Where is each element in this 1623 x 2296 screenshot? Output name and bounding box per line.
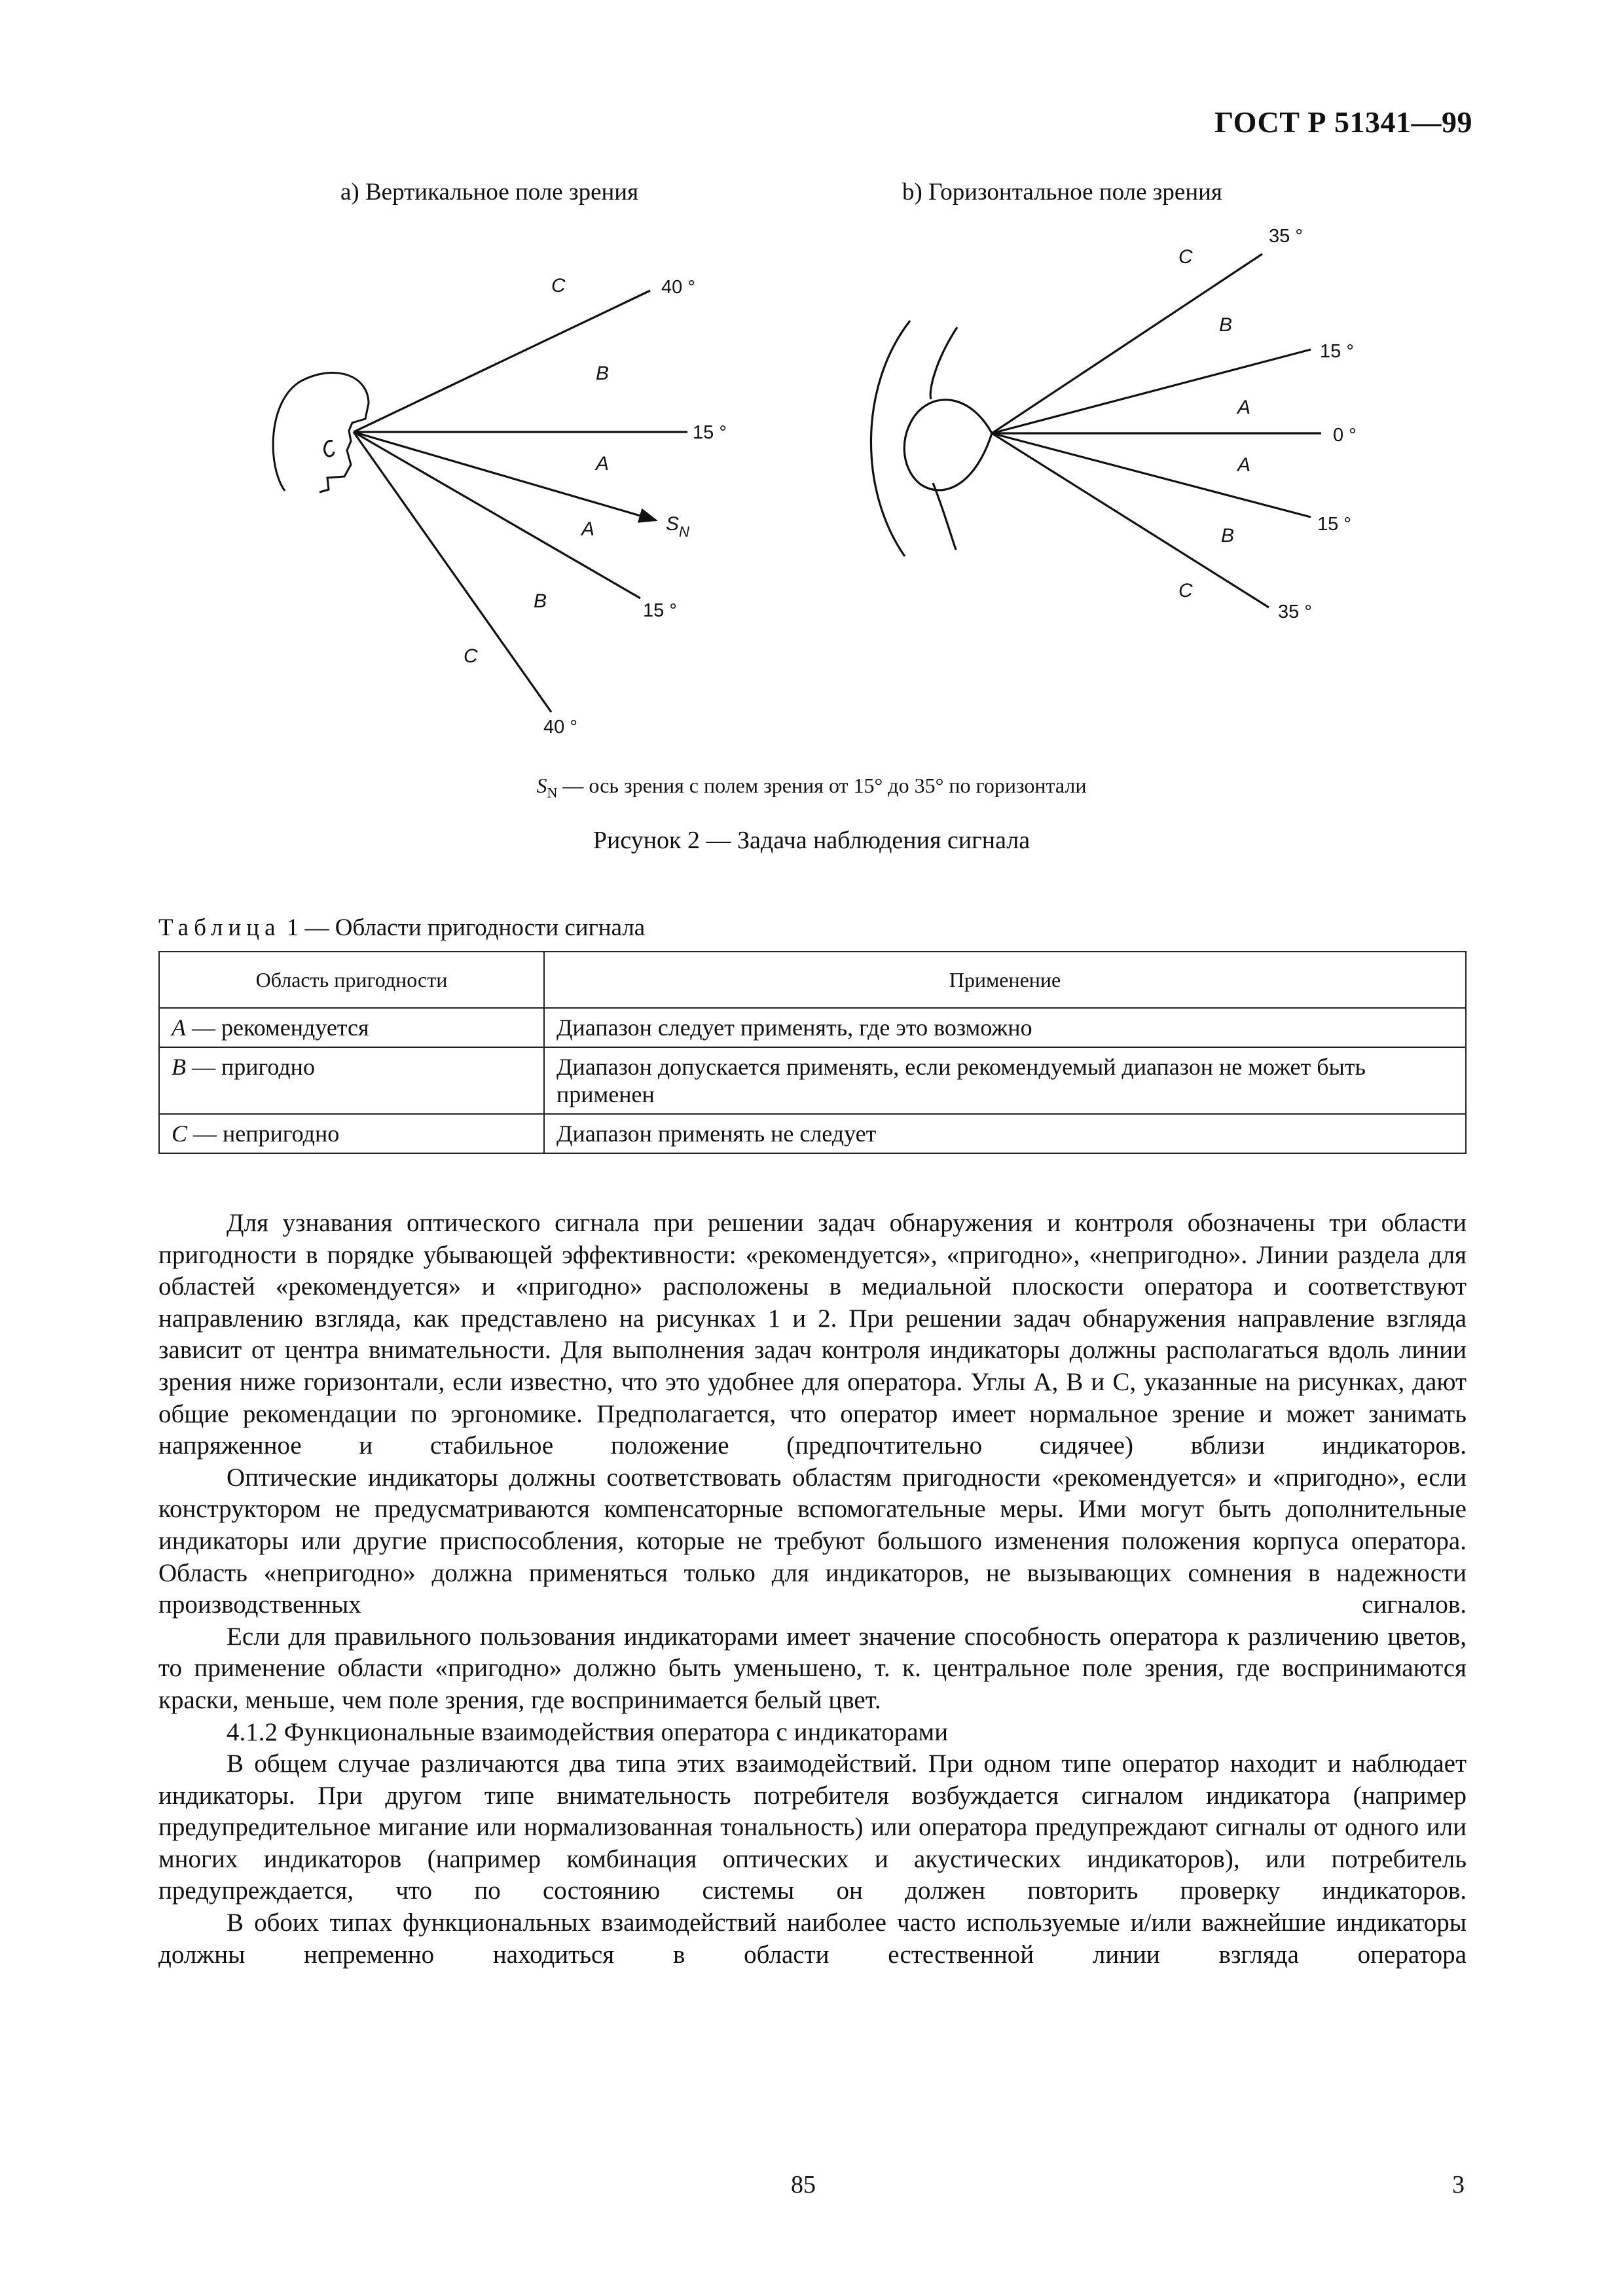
angle-label: 35 ° (1278, 601, 1312, 622)
line-15-left (992, 350, 1311, 433)
zone-label: A (581, 518, 595, 540)
zone-label: B (596, 363, 610, 384)
table-title: Таблица 1 — Области пригодности сигнала (158, 914, 646, 941)
table-cell: Диапазон допускается применять, если рекомендуемый диапазон не может быть применен (544, 1047, 1466, 1114)
zone-label: B (1221, 525, 1235, 547)
line-40-up (354, 291, 650, 432)
angle-label: 40 ° (543, 717, 577, 738)
zone-label: B (1219, 314, 1233, 336)
line-35-left (992, 254, 1262, 433)
head-top-view (904, 400, 992, 490)
table-row (159, 1047, 1466, 1114)
line-15-right (992, 433, 1311, 517)
table-header: Область пригодности (159, 952, 544, 1008)
line-35-right (992, 433, 1269, 607)
zone-label: A (1237, 397, 1251, 418)
table-cell: A — рекомендуется (159, 1008, 544, 1047)
table-cell: Диапазон применять не следует (544, 1114, 1466, 1153)
paragraph: Для узнавания оптического сигнала при решении задач обнаружения и контроля обозначены три области пригодности в порядке убывающей эффективности: «рекомендуется», «пригодно», «непригодно». Линии раздела для областей «рекомендуется» и «пригодно» расположены в медиальной плоскости оператора и соответствуют направлению взгляда, как представлено на рисунках 1 и 2. При решении задач обнаружения направление взгляда зависит от центра внимательности. Для выполнения задач контроля индикаторы должны располагаться вдоль линии зрения ниже горизонтали, если известно, что это удобнее для оператора. Углы A, B и C, указанные на рисунках, дают общие рекомендации по эргономике. Предполагается, что оператор имеет нормальное зрение и может занимать напряженное и стабильное положение (предпочтительно сидячее) вблизи индикаторов. (158, 1209, 1467, 1460)
paragraph: В обоих типах функциональных взаимодействий наиболее часто используемые и/или важнейшие индикаторы должны непременно находиться в области естественной линии взгляда оператора (158, 1909, 1467, 1969)
page-number-right: 3 (1452, 2171, 1465, 2198)
paragraph: В общем случае различаются два типа этих взаимодействий. При одном типе оператор находит и наблюдает индикаторы. При другом типе внимательность потребителя возбуждается сигналом индикатора (например предупредительное мигание или нормализованная тональность) или оператора предупреждают сигналы от одного или многих индикаторов (например комбинация оптических и акустических индикаторов), или потребитель предупреждается, что по состоянию системы он должен повторить проверку индикаторов. (158, 1749, 1467, 1905)
table-cell: Диапазон следует применять, где это возможно (544, 1008, 1466, 1047)
page-number-center: 85 (791, 2171, 816, 2198)
suitability-table (158, 951, 1467, 1154)
paragraph: Оптические индикаторы должны соответствовать областям пригодности «рекомендуется» и «пригодно», если конструктором не предусматриваются компенсаторные вспомогательные меры. Ими могут быть дополнительные индикаторы или другие приспособления, которые не требуют большого изменения положения корпуса оператора. Область «непригодно» должна применяться только для индикаторов, не вызывающих сомнения в надежности производственных сигналов. (158, 1463, 1467, 1619)
angle-label: 15 ° (1317, 514, 1351, 535)
line-40-down (354, 432, 551, 712)
zone-label: B (534, 590, 547, 612)
figure-note: $S_N$ — ось зрения с полем зрения от 15° до 35° по горизонтали (536, 774, 1087, 801)
zone-label: C (1178, 246, 1193, 268)
zone-label: A (596, 453, 610, 475)
figure-caption: Рисунок 2 — Задача наблюдения сигнала (593, 827, 1030, 854)
table-header: Применение (544, 952, 1466, 1008)
angle-label: 15 ° (693, 422, 727, 443)
angle-label: 35 ° (1269, 226, 1303, 247)
zone-label: C (551, 275, 566, 296)
angle-label: 40 ° (661, 277, 695, 298)
table-cell: B — пригодно (159, 1047, 544, 1114)
figure-title-horizontal: b) Горизонтальное поле зрения (902, 179, 1222, 206)
angle-label: 15 ° (1320, 341, 1354, 362)
table-row (159, 1114, 1466, 1153)
table-row (159, 1008, 1466, 1047)
shoulder-right (930, 327, 957, 399)
zone-label: C (1178, 580, 1193, 601)
axis-label-sn: $S_N$ (666, 513, 689, 540)
table-cell: C — непригодно (159, 1114, 544, 1153)
paragraph: Если для правильного пользования индикаторами имеет значение способность оператора к различению цветов, то применение области «пригодно» должно быть уменьшено, т. к. центральное поле зрения, где воспринимаются краски, меньше, чем поле зрения, где воспринимается белый цвет. (158, 1622, 1467, 1714)
zone-label: A (1237, 454, 1251, 476)
angle-label: 15 ° (643, 600, 677, 621)
angle-label: 0 ° (1333, 425, 1357, 446)
horizontal-field-diagram (858, 223, 1414, 681)
section-heading: 4.1.2 Функциональные взаимодействия оператора с индикаторами (227, 1717, 949, 1746)
line-sn-axis (354, 432, 656, 520)
figure-title-vertical: а) Вертикальное поле зрения (340, 179, 639, 206)
document-number: ГОСТ Р 51341—99 (1214, 105, 1472, 139)
zone-label: C (464, 645, 478, 667)
vertical-field-diagram (255, 223, 766, 746)
body-text (158, 1208, 1467, 1971)
table-header-row (159, 952, 1466, 1008)
